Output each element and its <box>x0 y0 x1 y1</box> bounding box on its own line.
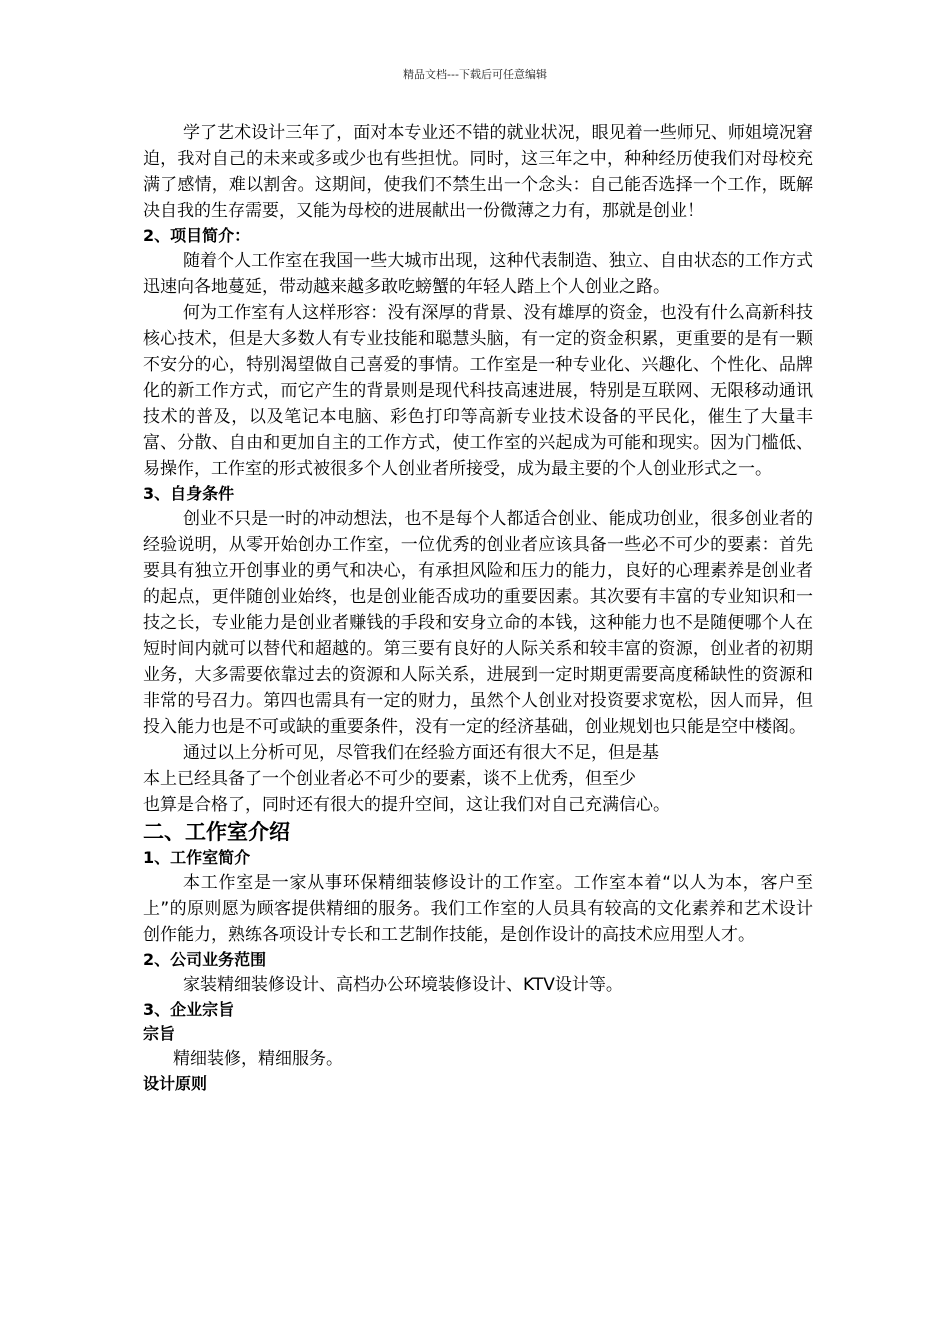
purpose-label: 宗旨 <box>143 1024 176 1043</box>
section-project-title: 2、项目简介： <box>143 226 251 245</box>
summary-line-1: 通过以上分析可见，尽管我们在经验方面还有很大不足，但是基 <box>183 743 659 763</box>
project-paragraph-2: 何为工作室有人这样形容：没有深厚的背景、没有雄厚的资金，也没有什么高新科技核心技术，但是大多数人有专业技能和聪慧头脑，有一定的资金积累，更重要的是有一颗不安分的心，特别渴望做自己喜爱的事情。工作室是一种专业化、兴趣化、个性化、品牌化的新工作方式，而它产生的背景则是现代科技高速进展，特别是互联网、无限移动通讯技术的普及，以及笔记本电脑、彩色打印等高新专业技术设备的平民化，催生了大量丰富、分散、自由和更加自主的工作方式，使工作室的兴起成为可能和现实。因为门槛低、易操作，工作室的形式被很多个人创业者所接受，成为最主要的个人创业形式之一。 <box>143 303 813 479</box>
studio-intro-paragraph: 本工作室是一家从事环保精细装修设计的工作室。工作室本着“以人为本，客户至上”的原则愿为顾客提供精细的服务。我们工作室的人员具有较高的文化素养和艺术设计创作能力，熟练各项设计专长和工艺制作技能，是创作设计的高技术应用型人才。 <box>143 873 813 945</box>
summary-line-3: 也算是合格了，同时还有很大的提升空间，这让我们对自己充满信心。 <box>143 795 670 815</box>
business-scope-title: 2、公司业务范围 <box>143 950 267 969</box>
document-body <box>143 120 813 1096</box>
company-purpose-title: 3、企业宗旨 <box>143 1000 235 1019</box>
page-header: 精品文档---下载后可任意编辑 <box>403 68 547 81</box>
intro-paragraph: 学了艺术设计三年了，面对本专业还不错的就业状况，眼见着一些师兄、师姐境况窘迫，我对自己的未来或多或少也有些担忧。同时，这三年之中，种种经历使我们对母校充满了感情，难以割舍。这期间，使我们不禁生出一个念头：自己能否选择一个工作，既解决自我的生存需要，又能为母校的进展献出一份微薄之力有，那就是创业！ <box>143 123 813 221</box>
purpose-text: 精细装修，精细服务。 <box>173 1049 343 1069</box>
business-scope-text: 家装精细装修设计、高档办公环境装修设计、KTV设计等。 <box>183 975 623 995</box>
chapter-2-title: 二、工作室介绍 <box>143 820 290 844</box>
conditions-paragraph: 创业不只是一时的冲动想法，也不是每个人都适合创业、能成功创业，很多创业者的经验说明，从零开始创办工作室，一位优秀的创业者应该具备一些必不可少的要素：首先要具有独立开创事业的勇气和决心，有承担风险和压力的能力，良好的心理素养是创业者的起点，更伴随创业始终，也是创业能否成功的重要因素。其次要有丰富的专业知识和一技之长，专业能力是创业者赚钱的手段和安身立命的本钱，这种能力也不是随便哪个人在短时间内就可以替代和超越的。第三要有良好的人际关系和较丰富的资源，创业者的初期业务，大多需要依靠过去的资源和人际关系，进展到一定时期更需要高度稀缺性的资源和非常的号召力。第四也需具有一定的财力，虽然个人创业对投资要求宽松，因人而异，但投入能力也是不可或缺的重要条件，没有一定的经济基础，创业规划也只能是空中楼阁。 <box>143 509 813 737</box>
design-principle-label: 设计原则 <box>143 1074 208 1093</box>
summary-line-2: 本上已经具备了一个创业者必不可少的要素，谈不上优秀，但至少 <box>143 769 636 789</box>
section-conditions-title: 3、自身条件 <box>143 484 235 503</box>
project-paragraph-1: 随着个人工作室在我国一些大城市出现，这种代表制造、独立、自由状态的工作方式迅速向各地蔓延，带动越来越多敢吃螃蟹的年轻人踏上个人创业之路。 <box>143 251 813 297</box>
studio-intro-title: 1、工作室简介 <box>143 848 251 867</box>
